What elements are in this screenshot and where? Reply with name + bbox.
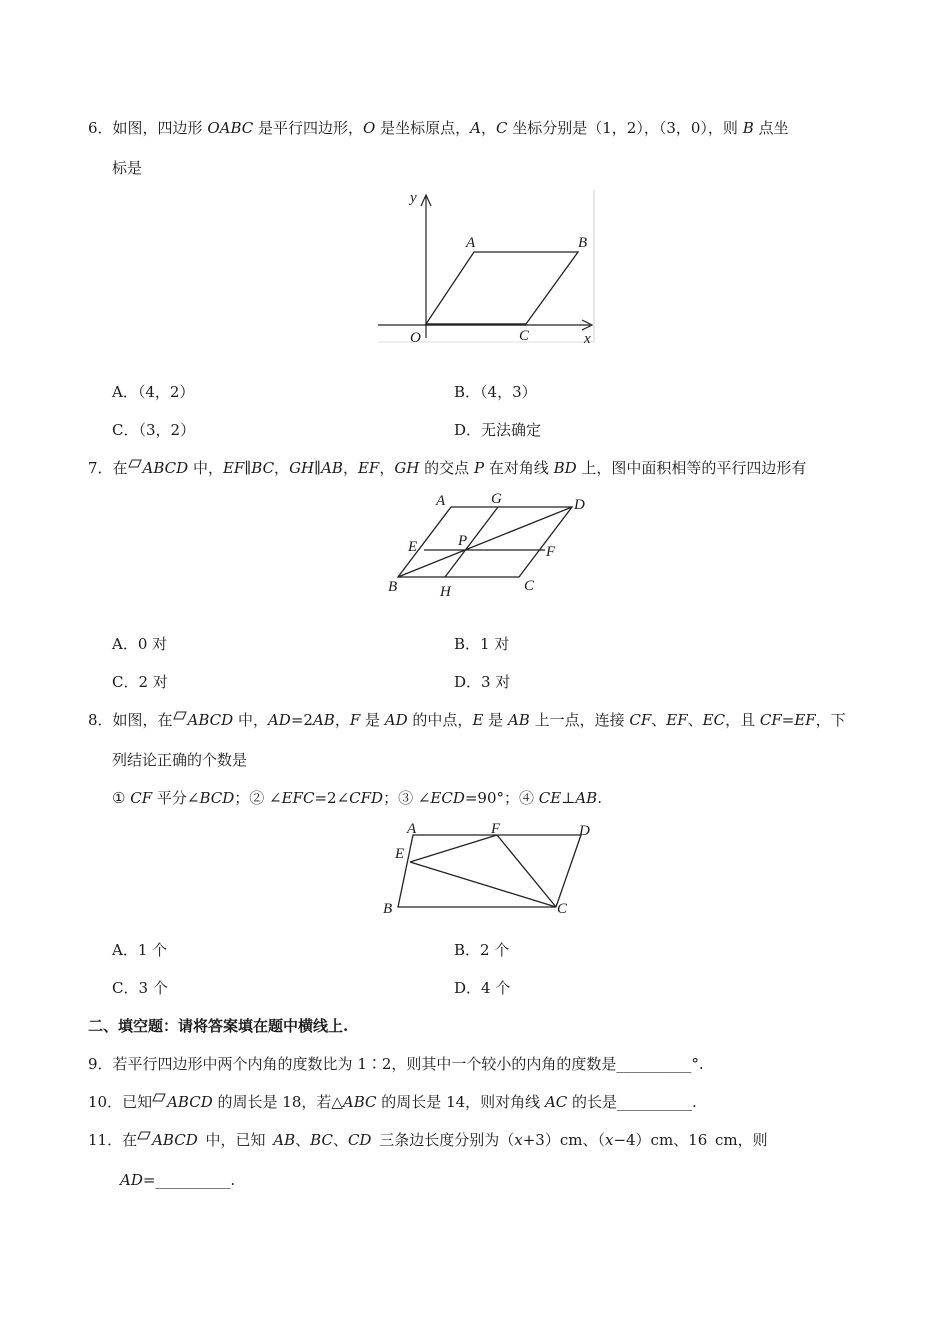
label-C: C [519, 328, 530, 344]
q9-stem: 9．若平行四边形中两个内角的度数比为 1∶2，则其中一个较小的内角的度数是__________°. [88, 1055, 704, 1073]
q7-option-b[interactable]: B．1 对 [454, 635, 510, 653]
label-A: A [407, 821, 417, 837]
section-heading-fill-in: 二、填空题：请将答案填在题中横线上. [88, 1017, 349, 1035]
label-B: B [388, 579, 398, 595]
label-G: G [491, 491, 502, 507]
q8-option-d[interactable]: D．4 个 [454, 979, 511, 997]
label-B: B [383, 901, 393, 917]
label-H: H [440, 584, 451, 600]
q7-stem: 7．在 ABCD 中，EF∥BC，GH∥AB，EF，GH 的交点 P 在对角线 BD 上，图中面积相等的平行四边形有 [88, 459, 807, 477]
parallelogram-symbol-icon [152, 1093, 166, 1102]
label-x: x [584, 331, 591, 346]
q6-stem-line1: 6．如图，四边形 OABC 是平行四边形，O 是坐标原点，A，C 坐标分别是（1，2），（3，0），则 B 点坐 [88, 119, 789, 137]
label-F: F [546, 544, 556, 560]
q8-stem-line1: 8．如图，在 ABCD 中，AD=2AB，F 是 AD 的中点，E 是 AB 上一点，连接 CF、EF、EC，且 CF=EF，下 [88, 711, 846, 729]
parallelogram-symbol-icon [173, 711, 187, 720]
segment-gh [445, 507, 498, 577]
q7-option-a[interactable]: A．0 对 [112, 635, 168, 653]
label-E: E [408, 539, 418, 555]
q6-option-d[interactable]: D．无法确定 [454, 421, 542, 439]
label-P: P [458, 533, 468, 549]
label-F: F [491, 821, 501, 837]
q6-option-c[interactable]: C．（3，2） [112, 421, 196, 439]
parallelogram-abcd [398, 835, 581, 907]
q6-figure [376, 186, 600, 346]
q10-stem: 10．已知 ABCD 的周长是 18，若△ABC 的周长是 14，则对角线 AC 的长是__________. [88, 1093, 697, 1111]
label-B: B [578, 235, 588, 251]
q7-option-d[interactable]: D．3 对 [454, 673, 511, 691]
q8-conclusions: ① CF 平分∠BCD；② ∠EFC=2∠CFD；③ ∠ECD=90°；④ CE⊥AB. [112, 789, 602, 807]
segment-cf [497, 835, 556, 907]
segment-ec [410, 862, 556, 907]
label-D: D [574, 497, 585, 513]
label-D: D [579, 823, 590, 839]
q6-option-a[interactable]: A．（4，2） [112, 383, 195, 401]
q8-option-b[interactable]: B．2 个 [454, 941, 510, 959]
q8-figure [378, 818, 594, 918]
label-A: A [466, 235, 476, 251]
q6-option-b[interactable]: B．（4，3） [454, 383, 537, 401]
label-E: E [395, 846, 405, 862]
q11-stem-line2: AD=__________. [120, 1171, 236, 1189]
label-O: O [410, 330, 421, 346]
q11-stem-line1: 11．在 ABCD 中，已知 AB、BC、CD 三条边长度分别为（x+3）cm、（x−4）cm、16 cm，则 [88, 1131, 768, 1149]
q8-option-c[interactable]: C．3 个 [112, 979, 168, 997]
label-A: A [436, 493, 446, 509]
label-C: C [557, 901, 568, 917]
label-C: C [524, 578, 535, 594]
q7-option-c[interactable]: C．2 对 [112, 673, 168, 691]
segment-ef [410, 835, 497, 862]
parallelogram-symbol-icon [137, 1131, 151, 1140]
q8-option-a[interactable]: A．1 个 [112, 941, 168, 959]
q8-stem-line2: 列结论正确的个数是 [112, 751, 248, 769]
parallelogram-oabc [426, 252, 578, 324]
q7-figure [384, 488, 594, 600]
label-y: y [410, 190, 417, 206]
q6-stem-line2: 标是 [112, 159, 143, 177]
parallelogram-symbol-icon [128, 459, 142, 468]
